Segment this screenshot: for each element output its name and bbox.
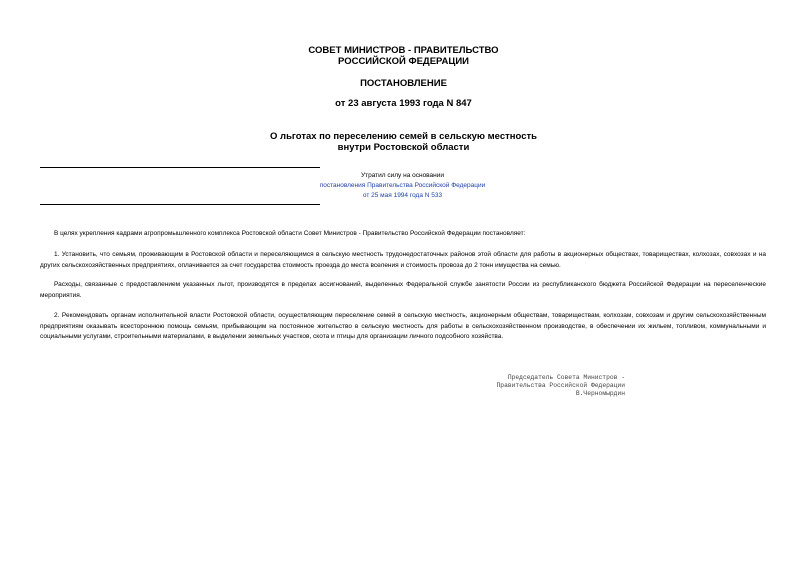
signature-name: В.Черномырдин bbox=[575, 390, 625, 397]
document-title-line-1: О льготах по переселению семей в сельскую местность bbox=[270, 131, 537, 142]
signature-position-line-2: Правительства Российской Федерации bbox=[496, 382, 625, 389]
divider-bottom bbox=[40, 204, 320, 205]
paragraph-preamble: В целях укрепления кадрами агропромышленного комплекса Ростовской области Совет Министров - Правительство Российской Федерации постановляет: bbox=[54, 230, 526, 237]
issuing-authority-line-2: РОССИЙСКОЙ ФЕДЕРАЦИИ bbox=[337, 56, 469, 67]
signature-position-line-1: Председатель Совета Министров - bbox=[507, 374, 625, 381]
document-date: от 23 августа 1993 года N 847 bbox=[335, 98, 472, 109]
issuing-authority bbox=[0, 45, 807, 67]
paragraph-item-1: 1. Установить, что семьям, проживающим в Ростовской области и переселяющимся в сельскую местность трудонедостаточных районов этой области для работы в акционерных обществах, товариществах, колхозах, совхозах и на других сельскохозяйственных предприятиях, оплачивается за счет государства стоимость проезда до места вселения и стоимость провоза до 2 тонн имущества на семью. bbox=[40, 251, 766, 269]
issuing-authority-line-1: СОВЕТ МИНИСТРОВ - ПРАВИТЕЛЬСТВО bbox=[308, 45, 499, 56]
repeal-link-line-2[interactable]: от 25 мая 1994 года N 533 bbox=[362, 192, 443, 199]
repeal-link-line-1[interactable]: постановления Правительства Российской Федерации bbox=[319, 182, 486, 189]
document-title bbox=[0, 131, 807, 153]
divider-top bbox=[40, 167, 320, 168]
document-title-line-2: внутри Ростовской области bbox=[337, 142, 470, 153]
document-type: ПОСТАНОВЛЕНИЕ bbox=[360, 78, 447, 89]
paragraph-item-2: 2. Рекомендовать органам исполнительной власти Ростовской области, осуществляющим переселение семей в сельскую местность, акционерным обществам, товариществам, колхозам, совхозам и другим сельскохозяйственным предприятиям оказывать всестороннюю помощь семьям, прибывающим на постоянное жительство в сельскую местность для работы в сельскохозяйственном производстве, в обеспечении их жильем, топливом, коммунальными и социальными услугами, строительными материалами, в выделении земельных участков, скота и птицы для организации личного подсобного хозяйства. bbox=[40, 312, 766, 340]
paragraph-expenses: Расходы, связанные с предоставлением указанных льгот, производятся в пределах ассигнований, выделенных Федеральной службе занятости России из республиканского бюджета Российской Федерации на переселенческие мероприятия. bbox=[40, 281, 766, 299]
repeal-notice: Утратил силу на основании bbox=[360, 172, 445, 179]
